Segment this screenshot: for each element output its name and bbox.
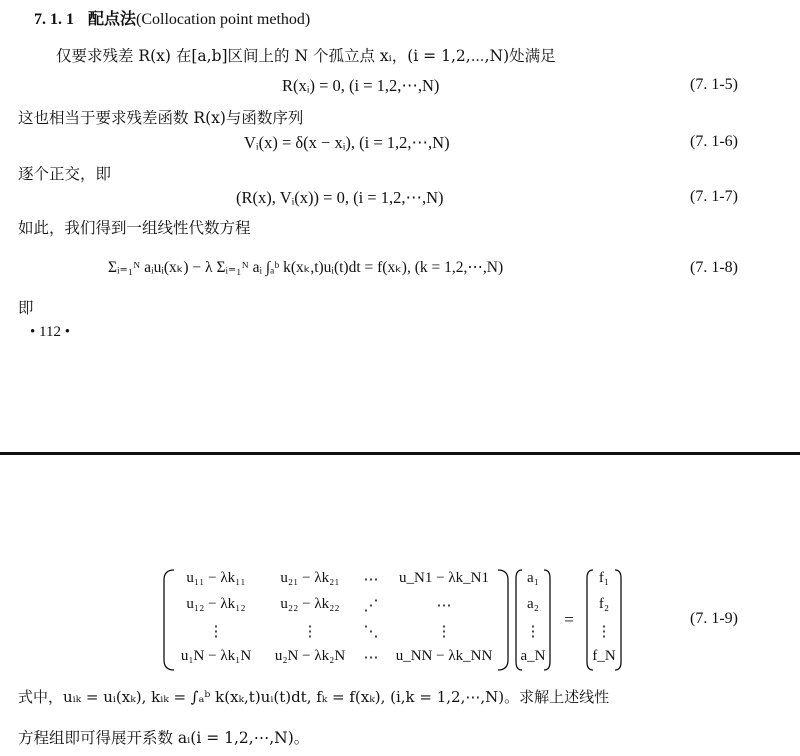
paragraph-4: 如此，我们得到一组线性代数方程 xyxy=(18,219,251,237)
matrix-cell-4-3: ⋯ xyxy=(363,650,379,666)
section-number: 7. 1. 1 xyxy=(34,11,74,28)
matrix-cell-4-2: u₂N − λk₂N xyxy=(274,648,346,664)
paragraph-7: 方程组即可得展开系数 aᵢ(i = 1,2,⋯,N)。 xyxy=(18,729,310,747)
section-title-en: (Collocation point method) xyxy=(136,11,311,28)
matrix-cell-2-3: ⋰ xyxy=(363,598,379,614)
matrix-cell-3-2: ⋮ xyxy=(302,624,318,640)
matrix-cell-4-1: u₁N − λk₁N xyxy=(180,648,252,664)
equals-sign: = xyxy=(564,610,574,629)
matrix-cell-3-4: ⋮ xyxy=(436,624,452,640)
vector-f-3: ⋮ xyxy=(596,624,612,640)
vector-a-3: ⋮ xyxy=(525,624,541,640)
equation-number-7-1-8: (7. 1-8) xyxy=(690,259,738,276)
equation-number-7-1-5: (7. 1-5) xyxy=(690,76,738,93)
vector-a-1: a₁ xyxy=(527,570,539,586)
equation-number-7-1-9: (7. 1-9) xyxy=(690,610,738,627)
paragraph-2: 这也相当于要求残差函数 R(x)与函数序列 xyxy=(18,109,304,127)
paragraph-6: 式中，uᵢₖ = uᵢ(xₖ), kᵢₖ = ∫ₐᵇ k(xₖ,t)uᵢ(t)dt, fₖ = f(xₖ), (i,k = 1,2,⋯,N)。求解上述线性 xyxy=(18,688,610,706)
page-bottom xyxy=(0,458,800,756)
equation-7-1-7: (R(x), Vᵢ(x)) = 0, (i = 1,2,⋯,N) xyxy=(236,188,444,207)
matrix-cell-1-3: ⋯ xyxy=(363,572,379,588)
vector-f-2: f₂ xyxy=(598,596,610,612)
matrix-cell-3-1: ⋮ xyxy=(208,624,224,640)
matrix-cell-1-4: u_N1 − λk_N1 xyxy=(399,570,489,586)
paragraph-1: 仅要求残差 R(x) 在[a,b]区间上的 N 个孤立点 xᵢ，(i = 1,2,⋯,N)处满足 xyxy=(56,47,556,65)
vector-a-2: a₂ xyxy=(527,596,539,612)
vector-f-1: f₁ xyxy=(598,570,610,586)
vector-f-4: f_N xyxy=(592,648,616,664)
section-title: 配点法 xyxy=(88,9,137,28)
matrix-cell-1-2: u₂₁ − λk₂₁ xyxy=(280,570,340,586)
equation-number-7-1-6: (7. 1-6) xyxy=(690,133,738,150)
matrix-cell-4-4: u_NN − λk_NN xyxy=(395,648,493,664)
vector-a-4: a_N xyxy=(520,648,546,664)
matrix-equation xyxy=(160,568,630,672)
page-separator xyxy=(0,452,800,455)
equation-7-1-8: Σᵢ₌₁ᴺ aᵢuᵢ(xₖ) − λ Σᵢ₌₁ᴺ aᵢ ∫ₐᵇ k(xₖ,t)uᵢ(t)dt = f(xₖ), (k = 1,2,⋯,N) xyxy=(108,259,504,276)
matrix-cell-1-1: u₁₁ − λk₁₁ xyxy=(186,570,246,586)
equation-number-7-1-7: (7. 1-7) xyxy=(690,188,738,205)
paragraph-5: 即 xyxy=(18,299,34,317)
matrix-cell-2-1: u₁₂ − λk₁₂ xyxy=(186,596,246,612)
matrix-cell-2-4: ⋯ xyxy=(436,598,452,614)
section-heading xyxy=(34,6,310,29)
equation-7-1-5: R(xᵢ) = 0, (i = 1,2,⋯,N) xyxy=(282,76,440,95)
page-number: • 112 • xyxy=(30,324,70,340)
equation-7-1-6: Vᵢ(x) = δ(x − xᵢ), (i = 1,2,⋯,N) xyxy=(244,133,450,152)
matrix-cell-2-2: u₂₂ − λk₂₂ xyxy=(280,596,340,612)
matrix-cell-3-3: ⋱ xyxy=(363,624,379,640)
paragraph-3: 逐个正交，即 xyxy=(18,165,112,183)
